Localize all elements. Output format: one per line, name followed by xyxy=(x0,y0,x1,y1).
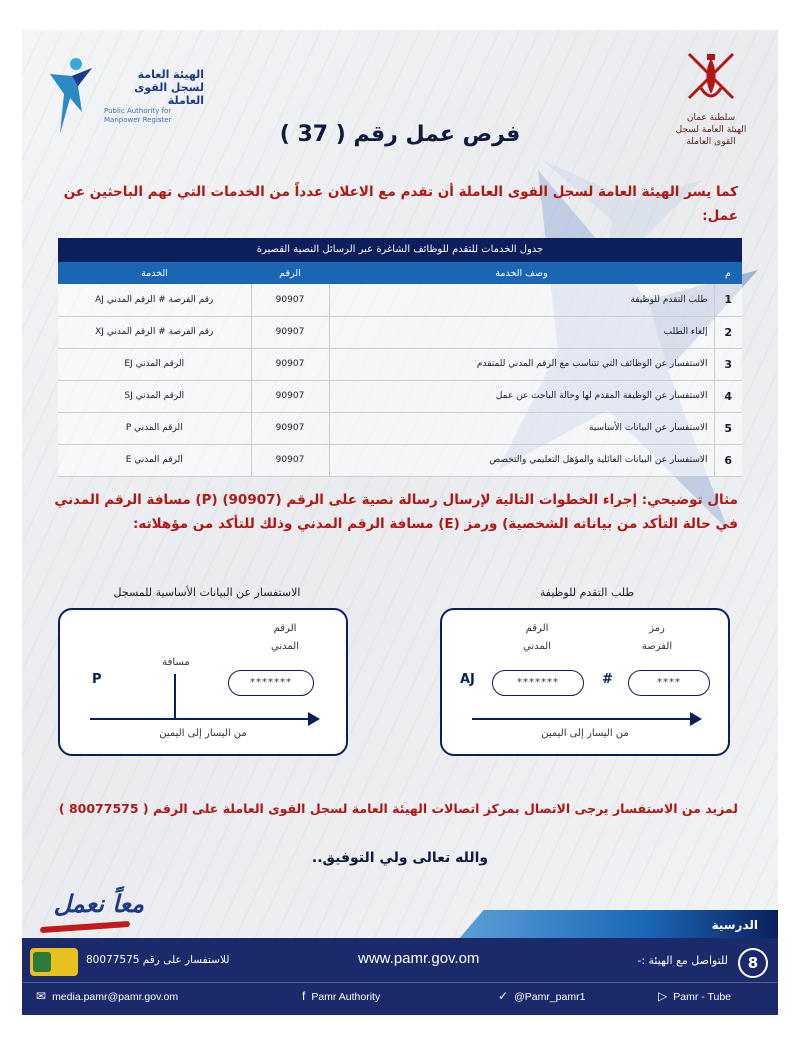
row-desc: الاستفسار عن البيانات العائلية والمؤهل التعليمي والتخصص xyxy=(329,444,714,476)
row-code: 90907 xyxy=(251,412,329,444)
space-label: مسافة xyxy=(162,657,190,668)
row-desc: إلغاء الطلب xyxy=(329,316,714,348)
twitter-icon: ✓ xyxy=(498,989,509,1003)
row-num: 6 xyxy=(714,444,742,476)
facebook-link[interactable] xyxy=(302,989,380,1003)
header-code: الرقم xyxy=(251,262,329,284)
inquiry-number: للاستفسار على رقم 80077575 xyxy=(86,954,230,966)
civil-label-line2: المدني xyxy=(271,641,299,652)
document-page xyxy=(22,30,778,1015)
header-service: الخدمة xyxy=(58,262,251,284)
row-code: 90907 xyxy=(251,444,329,476)
civil-label-line1: الرقم xyxy=(273,623,297,634)
opp-label-line1: رمز xyxy=(649,623,665,634)
example-paragraph: مثال توضيحي: إجراء الخطوات التالية لإرسال رسالة نصية على الرقم (90907) (P) مسافة الرقم المدني في حالة التأكد من بياناته الشخصية) ورمز (E) مسافة الرقم المدني وذلك للتأكد من مؤهلاته: xyxy=(54,492,738,532)
opp-label-line2: الفرصة xyxy=(641,641,673,652)
row-desc: طلب التقدم للوظيفة xyxy=(329,284,714,316)
sms-example-job-apply xyxy=(440,608,730,756)
row-code: 90907 xyxy=(251,316,329,348)
emblem-caption-2: الهيئة العامة لسجل القوى العاملة xyxy=(675,125,747,147)
contact-us-label: للتواصل مع الهيئة :- xyxy=(637,954,728,967)
row-service: رقم الفرصة # الرقم المدني AJ xyxy=(58,284,251,316)
issue-number-badge: 8 xyxy=(738,948,768,978)
row-num: 1 xyxy=(714,284,742,316)
direction-text: من اليسار إلى اليمين xyxy=(541,728,629,739)
contact-paragraph: لمزيد من الاستفسار يرجى الاتصال بمركز اتصالات الهيئة العامة لسجل القوى العاملة على الرقم ( 80077575 ) xyxy=(58,801,738,816)
row-service: الرقم المدني SJ xyxy=(58,380,251,412)
civil-number-label xyxy=(250,620,320,656)
youtube-icon: ▷ xyxy=(658,989,668,1003)
table-header-row xyxy=(58,262,742,284)
row-num: 4 xyxy=(714,380,742,412)
intro-paragraph: كما يسر الهيئة العامة لسجل القوى العاملة أن تقدم مع الاعلان عدداً من الخدمات التي تهم الباحثين عن عمل: xyxy=(63,184,738,224)
direction-arrow xyxy=(472,718,700,720)
row-num: 5 xyxy=(714,412,742,444)
civil-label-line2: المدني xyxy=(523,641,551,652)
footer-partner-logo xyxy=(30,948,78,976)
row-desc: الاستفسار عن الوظائف التي تتناسب مع الرقم المدني للمتقدم xyxy=(329,348,714,380)
pamr-name-arabic: الهيئة العامة لسجل القوى العاملة xyxy=(134,68,204,107)
twitter-link[interactable] xyxy=(498,989,585,1003)
row-code: 90907 xyxy=(251,284,329,316)
row-service: الرقم المدني EJ xyxy=(58,348,251,380)
khanjar-emblem-icon xyxy=(681,48,741,108)
direction-arrow xyxy=(90,718,318,720)
hash-separator: # xyxy=(602,672,613,687)
opportunity-code-label xyxy=(622,620,692,656)
twitter-text: @Pamr_pamr1 xyxy=(514,991,586,1003)
row-service: رقم الفرصة # الرقم المدني XJ xyxy=(58,316,251,348)
header-desc: وصف الخدمة xyxy=(329,262,714,284)
page-title: فرص عمل رقم ( 37 ) xyxy=(279,122,521,147)
civil-number-label xyxy=(502,620,572,656)
slogan-text: معاً نعمل xyxy=(53,890,144,918)
slogan-logo xyxy=(34,890,144,940)
row-desc: الاستفسار عن الوظيفة المقدم لها وحالة الباحث عن عمل xyxy=(329,380,714,412)
left-panel-title: الاستفسار عن البيانات الأساسية للمسجل xyxy=(113,586,301,599)
opportunity-code-field: **** xyxy=(628,670,710,696)
website-link[interactable]: www.pamr.gov.om xyxy=(358,950,480,967)
youtube-link[interactable] xyxy=(658,989,731,1003)
email-icon: ✉ xyxy=(36,989,47,1003)
sms-example-basic-data xyxy=(58,608,348,756)
facebook-icon: f xyxy=(302,989,306,1003)
direction-text: من اليسار إلى اليمين xyxy=(159,728,247,739)
table-row xyxy=(58,380,742,412)
civil-number-field: ******* xyxy=(228,670,314,696)
table-row xyxy=(58,348,742,380)
row-code: 90907 xyxy=(251,380,329,412)
row-num: 3 xyxy=(714,348,742,380)
emblem-caption-1: سلطنة عمان xyxy=(686,113,736,123)
services-table xyxy=(58,238,742,477)
table-row xyxy=(58,316,742,348)
header-num: م xyxy=(714,262,742,284)
facebook-text: Pamr Authority xyxy=(311,991,381,1003)
table-caption: جدول الخدمات للتقدم للوظائف الشاغرة عبر الرسائل النصية القصيرة xyxy=(58,238,742,262)
slogan-swoosh xyxy=(40,921,130,933)
closing-line: والله تعالى ولي التوفيق.. xyxy=(311,850,489,866)
code-aj: AJ xyxy=(460,672,475,687)
right-panel-title: طلب التقدم للوظيفة xyxy=(539,586,635,599)
row-num: 2 xyxy=(714,316,742,348)
row-service: الرقم المدني E xyxy=(58,444,251,476)
row-service: الرقم المدني P xyxy=(58,412,251,444)
pamr-name-english: Public Authority for Manpower Register xyxy=(104,107,172,124)
youtube-text: Pamr - Tube xyxy=(673,991,732,1003)
code-p: P xyxy=(92,672,102,687)
footer-bar xyxy=(22,938,778,1015)
email-link[interactable] xyxy=(36,989,178,1003)
space-pointer xyxy=(174,674,176,718)
table-row xyxy=(58,284,742,316)
email-text: media.pamr@pamr.gov.om xyxy=(52,991,179,1003)
civil-number-field: ******* xyxy=(492,670,584,696)
table-row xyxy=(58,444,742,476)
row-code: 90907 xyxy=(251,348,329,380)
row-desc: الاستفسار عن البيانات الأساسية xyxy=(329,412,714,444)
table-row xyxy=(58,412,742,444)
issue-label: الدرسية xyxy=(711,918,758,932)
civil-label-line1: الرقم xyxy=(525,623,549,634)
